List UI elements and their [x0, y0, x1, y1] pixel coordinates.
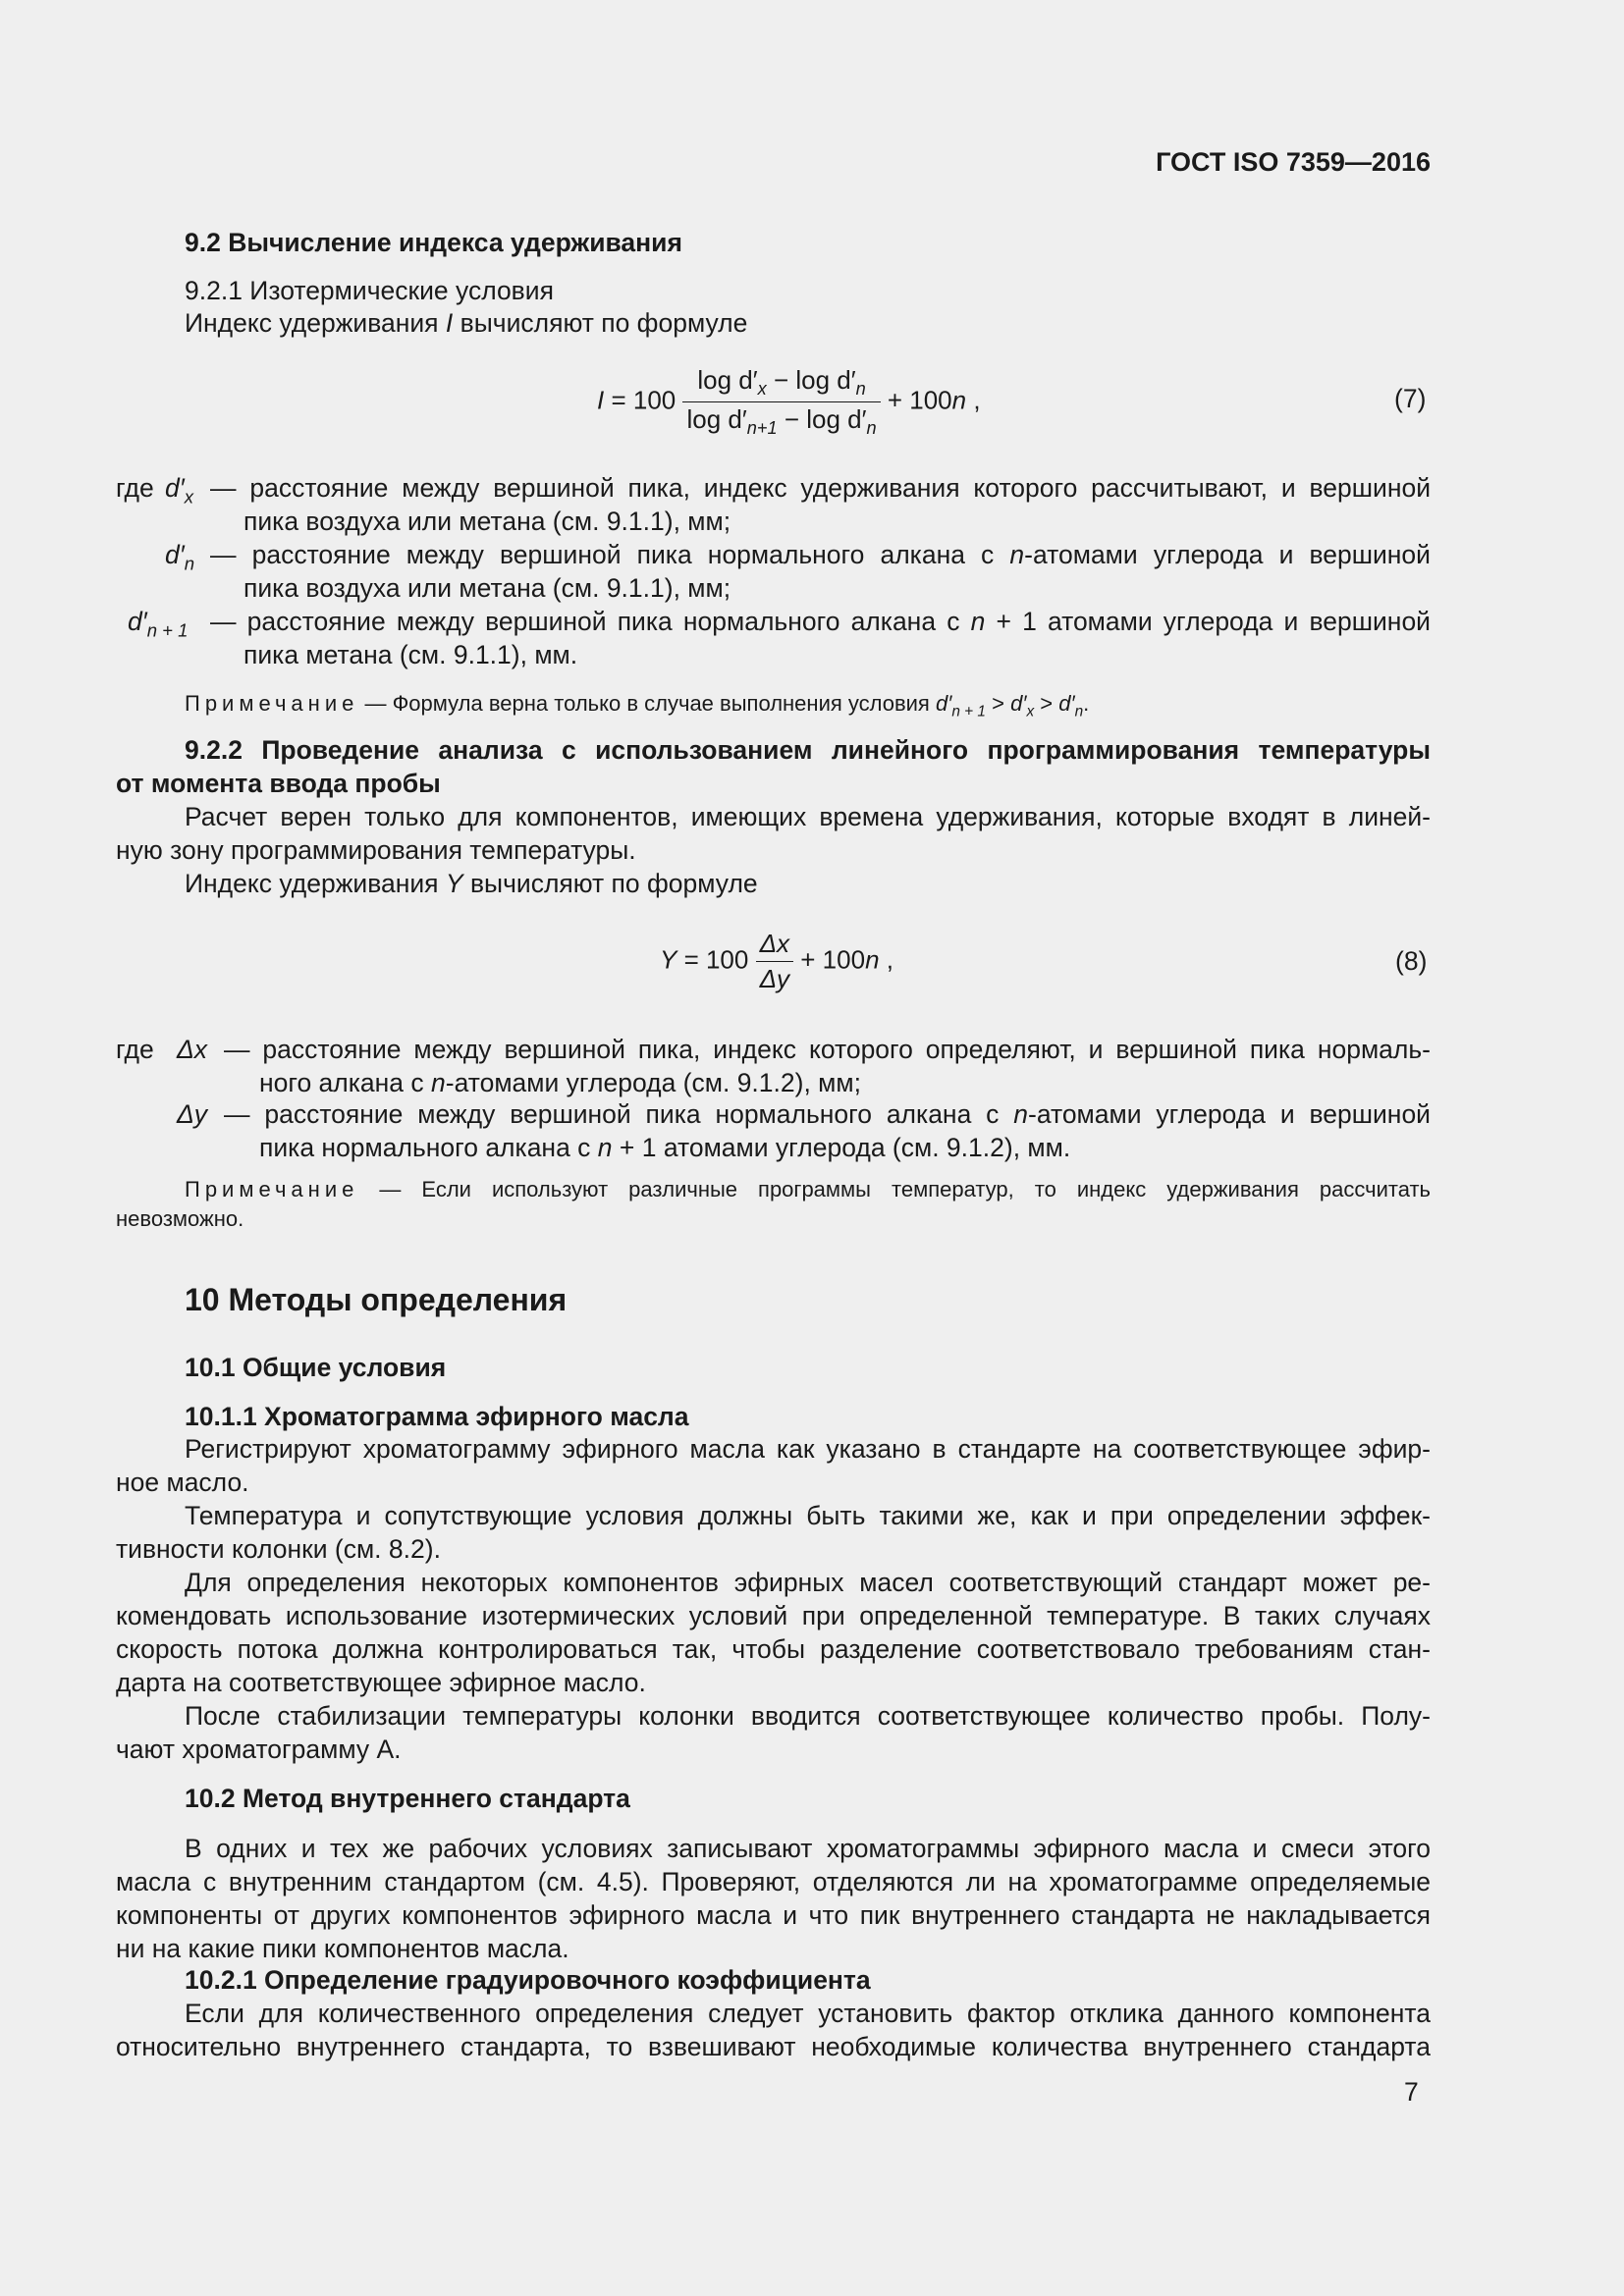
para-10-1-1-b-line1: Температура и сопутствующие условия должны быть такими же, как и при определении эффек- [185, 1501, 1431, 1530]
section-9-2-1-heading: 9.2.1 Изотермические условия [185, 276, 554, 305]
para-10-2-line3: компоненты от других компонентов эфирного масла и что пик внутреннего стандарта не накладывается [116, 1900, 1431, 1930]
para-9-2-2-line1: Расчет верен только для компонентов, имеющих времена удерживания, которые входят в линей- [185, 802, 1431, 831]
formula-8-intro: Индекс удерживания Y вычисляют по формуле [185, 869, 758, 898]
def-dn-line2: пика воздуха или метана (см. 9.1.1), мм; [244, 573, 731, 603]
formula-7-number: (7) [1394, 384, 1427, 413]
def-dx-line2: пика воздуха или метана (см. 9.1.1), мм; [244, 507, 731, 536]
para-10-1-1-c-line1: Для определения некоторых компонентов эфирных масел соответствующий стандарт может ре- [185, 1568, 1431, 1597]
section-9-2-2-heading-line2: от момента ввода пробы [116, 769, 441, 798]
def-symbol-dx: $d'_x$ [165, 473, 193, 507]
def-dx-line1: — расстояние между вершиной пика, индекс удерживания которого рассчитывают, и вершиной [210, 473, 1431, 503]
section-10-1-1-heading: 10.1.1 Хроматограмма эфирного масла [185, 1402, 689, 1431]
para-10-1-1-b-line2: тивности колонки (см. 8.2). [116, 1534, 441, 1564]
para-10-1-1-c-line2: комендовать использование изотермических условий при определенной температуре. В таких случаях [116, 1601, 1431, 1630]
para-9-2-2-line2: ную зону программирования температуры. [116, 835, 636, 865]
where-label-7: где [116, 473, 154, 503]
section-10-1-heading: 10.1 Общие условия [185, 1353, 447, 1382]
def-delta-y-line1: — расстояние между вершиной пика нормального алкана с n-атомами углерода и вершиной [224, 1099, 1431, 1129]
section-9-2-2-heading-line1: 9.2.2 Проведение анализа с использованием линейного программирования температуры [185, 735, 1431, 765]
note-formula-8-line1: Примечание — Если используют различные программы температур, то индекс удерживания рассчитать [185, 1177, 1431, 1201]
section-9-2-heading: 9.2 Вычисление индекса удерживания [185, 228, 682, 257]
para-10-2-line2: масла с внутренним стандартом (см. 4.5). Проверяют, отделяются ли на хроматограмме определяемые [116, 1867, 1431, 1896]
para-10-1-1-c-line4: дарта на соответствующее эфирное масло. [116, 1668, 646, 1697]
def-symbol-dn: $d'_n$ [165, 540, 195, 574]
def-delta-y-line2: пика нормального алкана с n + 1 атомами углерода (см. 9.1.2), мм. [259, 1133, 1071, 1162]
def-symbol-delta-x: Δx [177, 1035, 208, 1064]
def-dn1-line1: — расстояние между вершиной пика нормального алкана с n + 1 атомами углерода и вершиной [210, 607, 1431, 636]
para-10-2-1-line2: относительно внутреннего стандарта, то взвешивают необходимые количества внутреннего стандарта [116, 2032, 1431, 2061]
def-symbol-dn1: $d'_{n + 1}$ [128, 607, 189, 641]
para-10-1-1-a-line2: ное масло. [116, 1468, 249, 1497]
formula-8-fraction: $\frac{\Delta x}{\Delta y}$ [756, 929, 793, 994]
para-10-2-line1: В одних и тех же рабочих условиях записывают хроматограммы эфирного масла и смеси этого [185, 1834, 1431, 1863]
formula-7-intro: Индекс удерживания I вычисляют по формуле [185, 308, 748, 338]
def-symbol-delta-y: Δy [177, 1099, 208, 1129]
note-formula-8-line2: невозможно. [116, 1206, 244, 1231]
para-10-2-1-line1: Если для количественного определения следует установить фактор отклика данного компонента [185, 1999, 1431, 2028]
def-delta-x-line2: ного алкана с n-атомами углерода (см. 9.1.2), мм; [259, 1068, 861, 1097]
para-10-1-1-d-line2: чают хроматограмму А. [116, 1735, 402, 1764]
section-10-heading: 10 Методы определения [185, 1282, 568, 1317]
para-10-1-1-d-line1: После стабилизации температуры колонки вводится соответствующее количество пробы. Полу- [185, 1701, 1431, 1731]
section-10-2-1-heading: 10.2.1 Определение градуировочного коэффициента [185, 1965, 871, 1995]
def-dn1-line2: пика метана (см. 9.1.1), мм. [244, 640, 578, 669]
formula-8-number: (8) [1395, 946, 1428, 976]
section-10-2-heading: 10.2 Метод внутреннего стандарта [185, 1784, 630, 1813]
def-delta-x-line1: — расстояние между вершиной пика, индекс которого определяют, и вершиной пика нормаль- [224, 1035, 1431, 1064]
standard-header: ГОСТ ISO 7359—2016 [1156, 147, 1431, 177]
para-10-2-line4: ни на какие пики компонентов масла. [116, 1934, 569, 1963]
para-10-1-1-c-line3: скорость потока должна контролироваться так, чтобы разделение соответствовало требованиям стан- [116, 1634, 1431, 1664]
formula-7-fraction: $\frac{\log d'_x - \log d'_n}{\log d'_{n+1} - \log d'_n}$ [682, 365, 880, 439]
page-number: 7 [1404, 2077, 1419, 2107]
where-label-8: где [116, 1035, 154, 1064]
def-dn-line1: — расстояние между вершиной пика нормального алкана с n-атомами углерода и вершиной [210, 540, 1431, 569]
para-10-1-1-a-line1: Регистрируют хроматограмму эфирного масла как указано в стандарте на соответствующее эфир- [185, 1434, 1431, 1464]
note-formula-7: Примечание — Формула верна только в случае выполнения условия $d'_{n + 1} > d'_x > d'_n$. [185, 691, 1090, 721]
formula-7: I = 100 $\frac{\log d'_x - \log d'_n}{\log d'_{n+1} - \log d'_n}$ + 100n , [597, 365, 981, 439]
formula-8: Y = 100 $\frac{\Delta x}{\Delta y}$ + 100n , [660, 929, 893, 993]
